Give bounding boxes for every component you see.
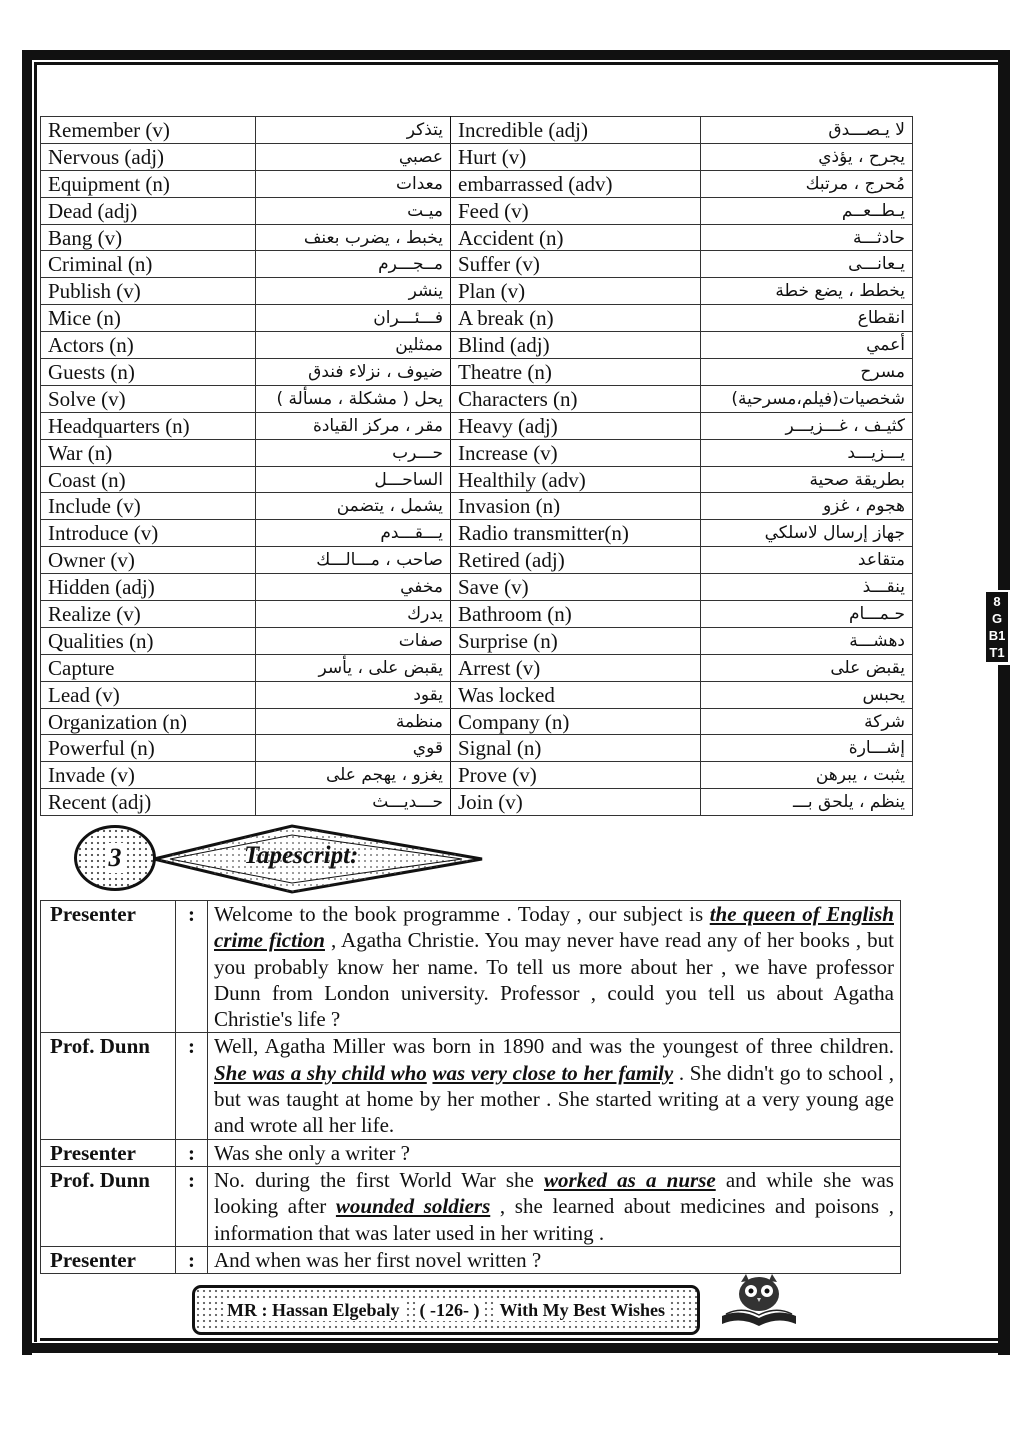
vocab-english-word: Hidden (adj) <box>41 574 256 601</box>
vocab-row <box>41 439 913 466</box>
vocab-english-word: Include (v) <box>41 493 256 520</box>
speech-text <box>208 1166 901 1246</box>
vocab-row <box>41 305 913 332</box>
speaker-name: Presenter <box>41 1246 176 1273</box>
vocab-arabic-meaning: مقر ، مركز القيادة <box>256 412 451 439</box>
vocab-english-word: Capture <box>41 654 256 681</box>
vocab-arabic-meaning: لا يـصـــدق <box>701 117 913 144</box>
vocab-english-word: Surprise (n) <box>451 627 701 654</box>
vocab-english-word: Qualities (n) <box>41 627 256 654</box>
highlighted-phrase: worked as a nurse <box>544 1167 716 1192</box>
vocab-english-word: Plan (v) <box>451 278 701 305</box>
vocab-arabic-meaning: ينقـــذ <box>701 574 913 601</box>
vocab-row <box>41 143 913 170</box>
speech-segment: Was she only a writer ? <box>214 1140 410 1165</box>
vocab-arabic-meaning: يقبض على <box>701 654 913 681</box>
vocab-row <box>41 601 913 628</box>
vocab-english-word: Was locked <box>451 681 701 708</box>
vocab-english-word: Blind (adj) <box>451 332 701 359</box>
vocab-arabic-meaning: مخفي <box>256 574 451 601</box>
vocab-arabic-meaning: يتذكر <box>256 117 451 144</box>
vocab-english-word: Arrest (v) <box>451 654 701 681</box>
vocab-english-word: Solve (v) <box>41 385 256 412</box>
vocab-english-word: Guests (n) <box>41 359 256 386</box>
speech-segment: , she learned about medicines and poisons , information that was later used in her writing . <box>214 1194 894 1245</box>
vocab-arabic-meaning: يحل ( مشكلة ، مسألة ) <box>256 385 451 412</box>
vocab-row <box>41 117 913 144</box>
vocab-english-word: Save (v) <box>451 574 701 601</box>
vocab-english-word: Remember (v) <box>41 117 256 144</box>
vocab-arabic-meaning: يغزو ، يهجم على <box>256 762 451 789</box>
vocab-arabic-meaning: يـــزيـــد <box>701 439 913 466</box>
tapescript-row <box>41 1246 901 1273</box>
vocab-english-word: Owner (v) <box>41 547 256 574</box>
page-border-left-inner <box>34 62 37 1342</box>
vocab-arabic-meaning: الساحـــل <box>256 466 451 493</box>
side-tab <box>986 592 1008 662</box>
vocab-arabic-meaning: شخصيات(فيلم،مسرحية) <box>701 385 913 412</box>
speech-text <box>208 901 901 1033</box>
vocab-arabic-meaning: مُحرج ، مرتبك <box>701 170 913 197</box>
vocab-arabic-meaning: يـــقـــدم <box>256 520 451 547</box>
speaker-colon: : <box>176 901 208 1033</box>
vocab-arabic-meaning: يـعانـــى <box>701 251 913 278</box>
vocab-arabic-meaning: معدات <box>256 170 451 197</box>
vocabulary-table-body <box>41 117 913 816</box>
vocab-row <box>41 789 913 816</box>
vocab-arabic-meaning: أعمي <box>701 332 913 359</box>
vocab-arabic-meaning: يخبط ، يضرب بعنف <box>256 224 451 251</box>
page-border-bottom <box>22 1343 1010 1353</box>
speech-segment: and while she was looking after <box>214 1167 894 1219</box>
vocab-row <box>41 224 913 251</box>
speaker-name: Prof. Dunn <box>41 1033 176 1139</box>
section-number-badge <box>74 825 156 891</box>
vocab-english-word: Theatre (n) <box>451 359 701 386</box>
vocab-row <box>41 520 913 547</box>
vocab-arabic-meaning: عصبي <box>256 143 451 170</box>
page-border-top-inner <box>34 62 998 65</box>
vocab-english-word: Equipment (n) <box>41 170 256 197</box>
footer-page-number: ( -126- ) <box>417 1300 483 1321</box>
vocab-arabic-meaning: دهشـــة <box>701 627 913 654</box>
vocab-english-word: Bathroom (n) <box>451 601 701 628</box>
vocab-arabic-meaning: يقود <box>256 681 451 708</box>
tapescript-row <box>41 901 901 1033</box>
highlighted-phrase: was very close to her family <box>432 1060 674 1085</box>
vocab-row <box>41 627 913 654</box>
vocab-arabic-meaning: مــجـــرم <box>256 251 451 278</box>
vocab-row <box>41 359 913 386</box>
vocab-arabic-meaning: ينظم ، يلحق بـــ <box>701 789 913 816</box>
vocab-english-word: Publish (v) <box>41 278 256 305</box>
vocab-english-word: Criminal (n) <box>41 251 256 278</box>
tapescript-table <box>40 900 901 1274</box>
vocab-english-word: Nervous (adj) <box>41 143 256 170</box>
vocab-arabic-meaning: يخطط ، يضع خطة <box>701 278 913 305</box>
page-border-top <box>22 50 1010 60</box>
highlighted-phrase: the queen of English crime fiction <box>214 902 894 953</box>
open-book-owl-icon <box>718 1272 800 1330</box>
vocabulary-table <box>40 116 913 816</box>
vocab-arabic-meaning: منظمة <box>256 708 451 735</box>
speech-segment: Welcome to the book programme . Today , our subject is <box>214 902 710 926</box>
vocab-english-word: Lead (v) <box>41 681 256 708</box>
vocab-arabic-meaning: ضيوف ، نزلاء فندق <box>256 359 451 386</box>
vocab-english-word: Company (n) <box>451 708 701 735</box>
vocab-english-word: Characters (n) <box>451 385 701 412</box>
speech-text <box>208 1139 901 1166</box>
highlighted-phrase: She was a shy child who <box>214 1060 427 1085</box>
page-border-left <box>22 50 32 1355</box>
vocab-english-word: Realize (v) <box>41 601 256 628</box>
vocab-english-word: A break (n) <box>451 305 701 332</box>
vocab-english-word: Hurt (v) <box>451 143 701 170</box>
vocab-english-word: embarrassed (adv) <box>451 170 701 197</box>
vocab-english-word: Prove (v) <box>451 762 701 789</box>
vocab-arabic-meaning: جهاز إرسال لاسلكي <box>701 520 913 547</box>
vocab-arabic-meaning: حادثـــة <box>701 224 913 251</box>
vocab-row <box>41 385 913 412</box>
vocab-arabic-meaning: مسرح <box>701 359 913 386</box>
vocab-row <box>41 251 913 278</box>
vocab-arabic-meaning: يحبس <box>701 681 913 708</box>
vocab-arabic-meaning: يقبض على ، يأسر <box>256 654 451 681</box>
vocab-english-word: Invade (v) <box>41 762 256 789</box>
vocab-english-word: Recent (adj) <box>41 789 256 816</box>
vocab-english-word: Retired (adj) <box>451 547 701 574</box>
vocab-row <box>41 708 913 735</box>
vocab-row <box>41 466 913 493</box>
vocab-arabic-meaning: ممثلين <box>256 332 451 359</box>
speaker-colon: : <box>176 1139 208 1166</box>
footer-banner <box>192 1285 700 1335</box>
vocab-arabic-meaning: هجوم ، غزو <box>701 493 913 520</box>
vocab-arabic-meaning: صفات <box>256 627 451 654</box>
vocab-english-word: Accident (n) <box>451 224 701 251</box>
vocab-arabic-meaning: فـــئـــران <box>256 305 451 332</box>
vocab-english-word: Bang (v) <box>41 224 256 251</box>
speaker-name: Prof. Dunn <box>41 1166 176 1246</box>
speech-text <box>208 1033 901 1139</box>
tapescript-row <box>41 1139 901 1166</box>
vocab-english-word: Radio transmitter(n) <box>451 520 701 547</box>
vocab-english-word: Organization (n) <box>41 708 256 735</box>
vocab-english-word: Join (v) <box>451 789 701 816</box>
vocab-arabic-meaning: يدرك <box>256 601 451 628</box>
vocab-row <box>41 547 913 574</box>
speaker-colon: : <box>176 1246 208 1273</box>
vocab-arabic-meaning: ميـت <box>256 197 451 224</box>
vocab-row <box>41 574 913 601</box>
side-tab-line: B1 <box>988 628 1006 643</box>
vocab-row <box>41 170 913 197</box>
vocab-english-word: Introduce (v) <box>41 520 256 547</box>
vocab-english-word: Mice (n) <box>41 305 256 332</box>
tapescript-row <box>41 1166 901 1246</box>
vocab-row <box>41 332 913 359</box>
vocab-arabic-meaning: ينشر <box>256 278 451 305</box>
speech-segment: , Agatha Christie. You may never have read any of her books , but you probably know her name. To tell us more about her , we have professor Dunn from London university. Professor , could you tell us about Agatha Christie's life ? <box>214 928 894 1032</box>
vocab-english-word: Powerful (n) <box>41 735 256 762</box>
vocab-row <box>41 735 913 762</box>
section-number: 3 <box>106 843 125 873</box>
vocab-row <box>41 493 913 520</box>
speaker-colon: : <box>176 1033 208 1139</box>
vocab-english-word: Dead (adj) <box>41 197 256 224</box>
vocab-row <box>41 681 913 708</box>
vocab-row <box>41 197 913 224</box>
side-tab-line: T1 <box>989 645 1005 660</box>
side-tab-line: 8 <box>993 594 1001 609</box>
highlighted-phrase: wounded soldiers <box>335 1194 491 1219</box>
page-border-right-lower <box>998 665 1010 1355</box>
vocab-row <box>41 762 913 789</box>
vocab-row <box>41 654 913 681</box>
vocab-english-word: Heavy (adj) <box>451 412 701 439</box>
vocab-arabic-meaning: حـــرب <box>256 439 451 466</box>
vocab-arabic-meaning: إشـــارة <box>701 735 913 762</box>
footer-author: MR : Hassan Elgebaly <box>224 1300 403 1321</box>
speech-segment: No. during the first World War she <box>214 1167 545 1192</box>
vocab-arabic-meaning: انقطاع <box>701 305 913 332</box>
vocab-arabic-meaning: قوي <box>256 735 451 762</box>
vocab-english-word: Coast (n) <box>41 466 256 493</box>
vocab-english-word: Suffer (v) <box>451 251 701 278</box>
vocab-english-word: Increase (v) <box>451 439 701 466</box>
footer-wishes: With My Best Wishes <box>496 1300 668 1321</box>
page-border-bottom-inner <box>40 1338 998 1341</box>
vocab-arabic-meaning: بطريقة صحية <box>701 466 913 493</box>
vocab-arabic-meaning: يثبت ، يبرهن <box>701 762 913 789</box>
vocab-arabic-meaning: كثيـف ، غـــزيـــر <box>701 412 913 439</box>
speech-segment: . She didn't go to school , but was taught at home by her mother . She started writing at a very young age and wrote all her life. <box>214 1060 895 1138</box>
section-title: Tapescript: <box>244 842 359 869</box>
vocab-english-word: War (n) <box>41 439 256 466</box>
vocab-english-word: Feed (v) <box>451 197 701 224</box>
speaker-colon: : <box>176 1166 208 1246</box>
vocab-english-word: Invasion (n) <box>451 493 701 520</box>
vocab-arabic-meaning: متقاعد <box>701 547 913 574</box>
vocab-arabic-meaning: صاحب ، مـــالـــك <box>256 547 451 574</box>
section-heading <box>74 822 494 896</box>
vocab-row <box>41 412 913 439</box>
vocab-english-word: Signal (n) <box>451 735 701 762</box>
page-border-right-upper <box>998 50 1010 590</box>
speech-segment: Well, Agatha Miller was born in 1890 and was the youngest of three children. <box>214 1034 894 1059</box>
vocab-english-word: Incredible (adj) <box>451 117 701 144</box>
speech-text <box>208 1246 901 1273</box>
vocab-arabic-meaning: يجرح ، يؤذي <box>701 143 913 170</box>
vocab-arabic-meaning: شركة <box>701 708 913 735</box>
tapescript-row <box>41 1033 901 1139</box>
speaker-name: Presenter <box>41 901 176 1033</box>
vocab-arabic-meaning: حـــديـــث <box>256 789 451 816</box>
vocab-english-word: Healthily (adv) <box>451 466 701 493</box>
speech-segment: And when was her first novel written ? <box>214 1247 542 1272</box>
vocab-arabic-meaning: يشمل ، يتضمن <box>256 493 451 520</box>
vocab-english-word: Actors (n) <box>41 332 256 359</box>
tapescript-table-body <box>41 901 901 1274</box>
vocab-arabic-meaning: يـطــعــم <box>701 197 913 224</box>
vocab-arabic-meaning: حـمـــام <box>701 601 913 628</box>
vocab-english-word: Headquarters (n) <box>41 412 256 439</box>
speaker-name: Presenter <box>41 1139 176 1166</box>
side-tab-line: G <box>991 611 1003 626</box>
vocab-row <box>41 278 913 305</box>
